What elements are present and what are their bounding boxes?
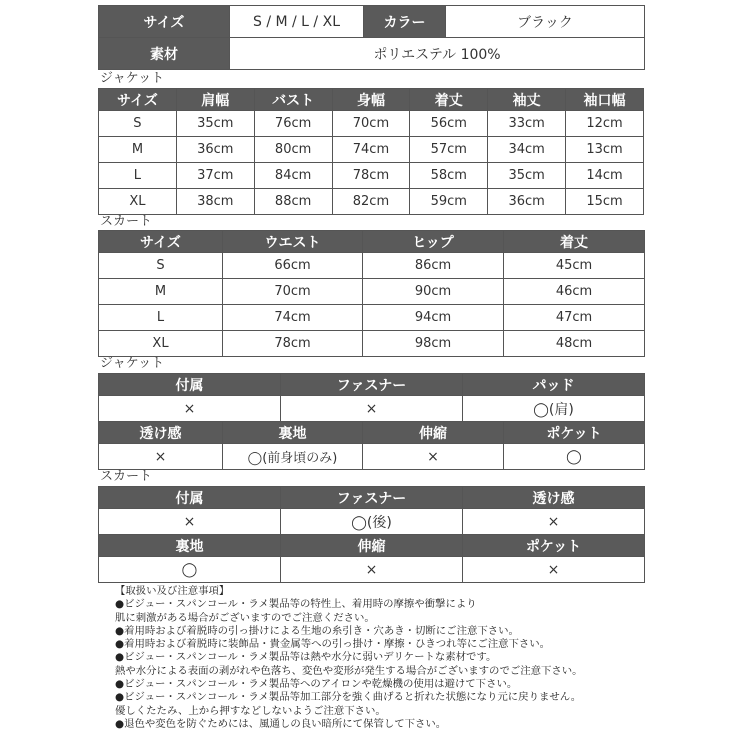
note-line: ●着用時および着脱時に装飾品・貴金属等への引っ掛け・摩擦・ひきつれ等にご注意下さい。 xyxy=(115,638,551,651)
jacket-size-cell: 37cm xyxy=(176,163,254,189)
skirt-size-table xyxy=(98,230,645,357)
attachment-value: × xyxy=(99,396,281,422)
skirt-size-cell: 47cm xyxy=(504,305,645,331)
jacket-size-cell: 74cm xyxy=(332,137,410,163)
note-line: ●退色や変色を防ぐためには、風通しの良い暗所にて保管して下さい。 xyxy=(115,717,447,730)
skirt-size-cell: 48cm xyxy=(504,331,645,357)
skirt-lining-value: ◯ xyxy=(99,557,281,583)
note-line: ●ビジュー・スパンコール・ラメ製品等へのアイロンや乾燥機の使用は避けて下さい。 xyxy=(115,678,518,691)
skirt-pocket-header: ポケット xyxy=(463,535,645,557)
jacket-size-cell: 34cm xyxy=(488,137,566,163)
table-row xyxy=(99,305,645,331)
stretch-value: × xyxy=(363,444,504,470)
skirt-size-cell: 94cm xyxy=(363,305,504,331)
skirt-spec-table-1 xyxy=(98,486,645,535)
jacket-size-cell: 82cm xyxy=(332,189,410,215)
skirt-pocket-value: × xyxy=(463,557,645,583)
material-value: ポリエステル 100% xyxy=(230,38,645,70)
color-label: カラー xyxy=(364,6,446,38)
jacket-size-cell: 38cm xyxy=(176,189,254,215)
jacket-spec-table-1 xyxy=(98,373,645,422)
jacket-size-cell: 70cm xyxy=(332,111,410,137)
skirt-size-title: スカート xyxy=(100,214,153,229)
skirt-size-cell: XL xyxy=(99,331,223,357)
jacket-size-cell: 57cm xyxy=(410,137,488,163)
jacket-size-cell: 84cm xyxy=(254,163,332,189)
sheerness-header: 透け感 xyxy=(99,422,223,444)
size-label: サイズ xyxy=(99,6,230,38)
skirt-size-header-1: ウエスト xyxy=(223,231,363,253)
material-label: 素材 xyxy=(99,38,230,70)
skirt-spec-table-2 xyxy=(98,534,645,583)
jacket-size-cell: 80cm xyxy=(254,137,332,163)
note-line: ●ビジュー・スパンコール・ラメ製品等は熱や水分に弱いデリケートな素材です。 xyxy=(115,651,497,664)
skirt-size-header-2: ヒップ xyxy=(363,231,504,253)
table-row xyxy=(99,189,644,215)
jacket-size-cell: 58cm xyxy=(410,163,488,189)
skirt-size-cell: M xyxy=(99,279,223,305)
jacket-size-title: ジャケット xyxy=(100,71,165,86)
skirt-size-cell: 45cm xyxy=(504,253,645,279)
skirt-size-header-0: サイズ xyxy=(99,231,223,253)
jacket-size-cell: 78cm xyxy=(332,163,410,189)
skirt-attachment-value: × xyxy=(99,509,281,535)
skirt-size-cell: 46cm xyxy=(504,279,645,305)
jacket-size-cell: 35cm xyxy=(176,111,254,137)
note-line: ●ビジュー・スパンコール・ラメ製品等の特性上、着用時の摩擦や衝撃により xyxy=(115,598,477,611)
table-row xyxy=(99,137,644,163)
skirt-lining-header: 裏地 xyxy=(99,535,281,557)
skirt-size-cell: 70cm xyxy=(223,279,363,305)
skirt-size-cell: 86cm xyxy=(363,253,504,279)
summary-table xyxy=(98,5,645,70)
note-line: ●ビジュー・スパンコール・ラメ製品等加工部分を強く曲げると折れた状態になり元に戻りません。 xyxy=(115,691,582,704)
table-row xyxy=(99,331,645,357)
jacket-size-table xyxy=(98,88,644,215)
skirt-stretch-value: × xyxy=(281,557,463,583)
jacket-size-cell: 13cm xyxy=(566,137,644,163)
jacket-size-header-2: バスト xyxy=(254,89,332,111)
note-line: 【取扱い及び注意事項】 xyxy=(115,585,230,597)
note-line: 熱や水分による表面の剥がれや色落ち、変色や変形が発生する場合がございますのでご注意下さい。 xyxy=(115,664,583,677)
jacket-size-cell: 36cm xyxy=(488,189,566,215)
table-row xyxy=(99,279,645,305)
jacket-size-header-6: 袖口幅 xyxy=(566,89,644,111)
jacket-size-cell: 15cm xyxy=(566,189,644,215)
jacket-size-cell: S xyxy=(99,111,177,137)
pocket-value: ◯ xyxy=(504,444,645,470)
note-line: ●着用時および着脱時の引っ掛けによる生地の糸引き・穴あき・切断にご注意下さい。 xyxy=(115,624,519,637)
skirt-size-header-3: 着丈 xyxy=(504,231,645,253)
note-line: 肌に刺激がある場合がございますのでご注意ください。 xyxy=(115,611,375,624)
jacket-size-cell: 33cm xyxy=(488,111,566,137)
jacket-size-cell: 88cm xyxy=(254,189,332,215)
zipper-value: × xyxy=(281,396,463,422)
pad-value: ◯(肩) xyxy=(463,396,645,422)
jacket-size-header-4: 着丈 xyxy=(410,89,488,111)
lining-header: 裏地 xyxy=(223,422,363,444)
attachment-header: 付属 xyxy=(99,374,281,396)
jacket-size-header-1: 肩幅 xyxy=(176,89,254,111)
table-row xyxy=(99,163,644,189)
table-row xyxy=(99,253,645,279)
jacket-size-header-0: サイズ xyxy=(99,89,177,111)
skirt-size-cell: 66cm xyxy=(223,253,363,279)
jacket-size-cell: 56cm xyxy=(410,111,488,137)
care-notes xyxy=(115,585,735,731)
skirt-size-cell: 74cm xyxy=(223,305,363,331)
jacket-size-cell: L xyxy=(99,163,177,189)
sheerness-value: × xyxy=(99,444,223,470)
skirt-size-cell: S xyxy=(99,253,223,279)
stretch-header: 伸縮 xyxy=(363,422,504,444)
skirt-size-cell: 78cm xyxy=(223,331,363,357)
skirt-attachment-header: 付属 xyxy=(99,487,281,509)
skirt-sheerness-value: × xyxy=(463,509,645,535)
skirt-size-cell: L xyxy=(99,305,223,331)
pocket-header: ポケット xyxy=(504,422,645,444)
skirt-size-header-row xyxy=(99,231,645,253)
skirt-stretch-header: 伸縮 xyxy=(281,535,463,557)
jacket-spec-title: ジャケット xyxy=(100,356,165,371)
skirt-zipper-value: ◯(後) xyxy=(281,509,463,535)
skirt-spec-title: スカート xyxy=(100,469,153,484)
jacket-size-cell: 12cm xyxy=(566,111,644,137)
jacket-size-header-5: 袖丈 xyxy=(488,89,566,111)
jacket-size-cell: 35cm xyxy=(488,163,566,189)
jacket-size-header-3: 身幅 xyxy=(332,89,410,111)
table-row xyxy=(99,111,644,137)
jacket-size-cell: XL xyxy=(99,189,177,215)
pad-header: パッド xyxy=(463,374,645,396)
jacket-spec-table-2 xyxy=(98,421,645,470)
skirt-size-cell: 90cm xyxy=(363,279,504,305)
jacket-size-cell: 59cm xyxy=(410,189,488,215)
skirt-size-cell: 98cm xyxy=(363,331,504,357)
jacket-size-header-row xyxy=(99,89,644,111)
note-line: 優しくたたみ、上から押すなどしないようご注意下さい。 xyxy=(115,704,386,717)
skirt-zipper-header: ファスナー xyxy=(281,487,463,509)
jacket-size-cell: M xyxy=(99,137,177,163)
jacket-size-cell: 36cm xyxy=(176,137,254,163)
size-value: S / M / L / XL xyxy=(230,6,364,38)
lining-value: ◯(前身頃のみ) xyxy=(223,444,363,470)
color-value: ブラック xyxy=(446,6,645,38)
zipper-header: ファスナー xyxy=(281,374,463,396)
skirt-sheerness-header: 透け感 xyxy=(463,487,645,509)
jacket-size-cell: 76cm xyxy=(254,111,332,137)
jacket-size-cell: 14cm xyxy=(566,163,644,189)
